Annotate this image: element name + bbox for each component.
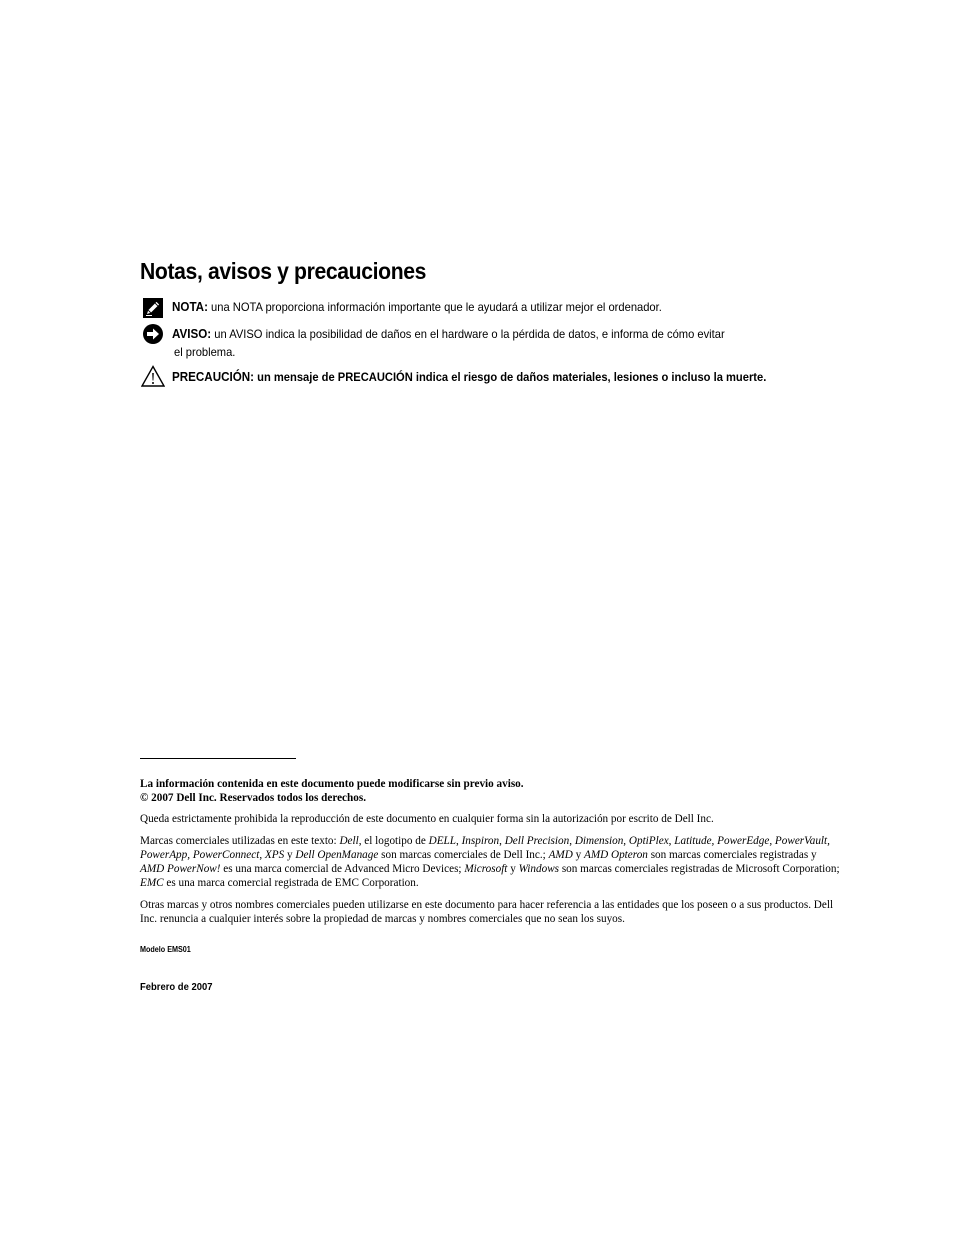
tm-text: , bbox=[499, 835, 505, 847]
arrow-circle-icon bbox=[142, 323, 164, 345]
tm-text: , bbox=[455, 835, 462, 847]
publication-date: Febrero de 2007 bbox=[140, 981, 213, 993]
tm-text: , bbox=[668, 835, 675, 847]
note-nota-body: una NOTA proporciona información importante que le ayudará a utilizar mejor el ordenador. bbox=[211, 300, 662, 314]
note-precaucion-text bbox=[172, 370, 766, 384]
tm-name: Latitude, PowerEdge, PowerVault, PowerApp, PowerConnect bbox=[140, 835, 830, 861]
tm-text: y bbox=[572, 849, 584, 861]
tm-name: Microsoft bbox=[464, 863, 508, 875]
tm-name: AMD Opteron bbox=[583, 849, 648, 861]
change-notice-line: La información contenida en este documento puede modificarse sin previo aviso. bbox=[140, 778, 524, 790]
tm-name: XPS bbox=[264, 849, 285, 861]
footnote-divider bbox=[140, 758, 296, 759]
note-precaucion-label: PRECAUCIÓN: bbox=[172, 370, 255, 384]
page-title: Notas, avisos y precauciones bbox=[140, 258, 427, 284]
other-brands-paragraph: Otras marcas y otros nombres comerciales pueden utilizarse en este documento para hacer referencia a las entidades que los poseen o a sus productos. Dell Inc. renuncia a cualquier interés sobre la propiedad de marcas y nombres comerciales que no sean los suyos. bbox=[140, 899, 834, 925]
tm-text: y bbox=[507, 863, 519, 875]
note-aviso-body-line2: el problema. bbox=[174, 345, 236, 359]
copyright-line: © 2007 Dell Inc. Reservados todos los derechos. bbox=[140, 792, 366, 804]
tm-name: Dell bbox=[339, 835, 359, 847]
note-aviso-text bbox=[172, 327, 725, 341]
note-aviso-label: AVISO: bbox=[172, 327, 212, 341]
note-precaucion-body: un mensaje de PRECAUCIÓN indica el riesgo de daños materiales, lesiones o incluso la muerte. bbox=[257, 370, 767, 384]
tm-text: , el logotipo de bbox=[358, 835, 429, 847]
tm-text: es una marca comercial registrada de EMC Corporation. bbox=[163, 877, 419, 889]
tm-name: Dell OpenManage bbox=[295, 849, 379, 861]
warning-triangle-icon bbox=[141, 365, 165, 387]
tm-text: , bbox=[569, 835, 575, 847]
tm-name: AMD bbox=[548, 849, 573, 861]
tm-text: Marcas comerciales utilizadas en este texto: bbox=[140, 835, 340, 847]
tm-name: OptiPlex bbox=[628, 835, 669, 847]
tm-text: son marcas comerciales registradas de Microsoft Corporation; bbox=[559, 863, 840, 875]
tm-name: Dell Precision bbox=[504, 835, 570, 847]
tm-text: y bbox=[284, 849, 296, 861]
tm-text: es una marca comercial de Advanced Micro Devices; bbox=[220, 863, 465, 875]
tm-text: , bbox=[623, 835, 629, 847]
trademarks-paragraph bbox=[140, 834, 840, 890]
tm-text: son marcas comerciales registradas y bbox=[647, 849, 817, 861]
change-notice bbox=[140, 777, 840, 805]
note-aviso-body: un AVISO indica la posibilidad de daños en el hardware o la pérdida de datos, e informa de cómo evitar bbox=[214, 327, 725, 341]
tm-name: AMD PowerNow! bbox=[140, 863, 221, 875]
tm-text: son marcas comerciales de Dell Inc.; bbox=[378, 849, 549, 861]
tm-name: DELL bbox=[428, 835, 456, 847]
tm-name: Dimension bbox=[574, 835, 624, 847]
reproduction-notice: Queda estrictamente prohibida la reproducción de este documento en cualquier forma sin la autorización por escrito de Dell Inc. bbox=[140, 813, 714, 825]
note-nota-text bbox=[172, 300, 662, 314]
tm-text: , bbox=[259, 849, 265, 861]
pencil-note-icon bbox=[142, 297, 164, 319]
model-number: Modelo EMS01 bbox=[140, 945, 191, 954]
note-nota-label: NOTA: bbox=[172, 300, 208, 314]
tm-name: EMC bbox=[140, 877, 164, 889]
tm-name: Windows bbox=[518, 863, 560, 875]
tm-name: Inspiron bbox=[461, 835, 500, 847]
